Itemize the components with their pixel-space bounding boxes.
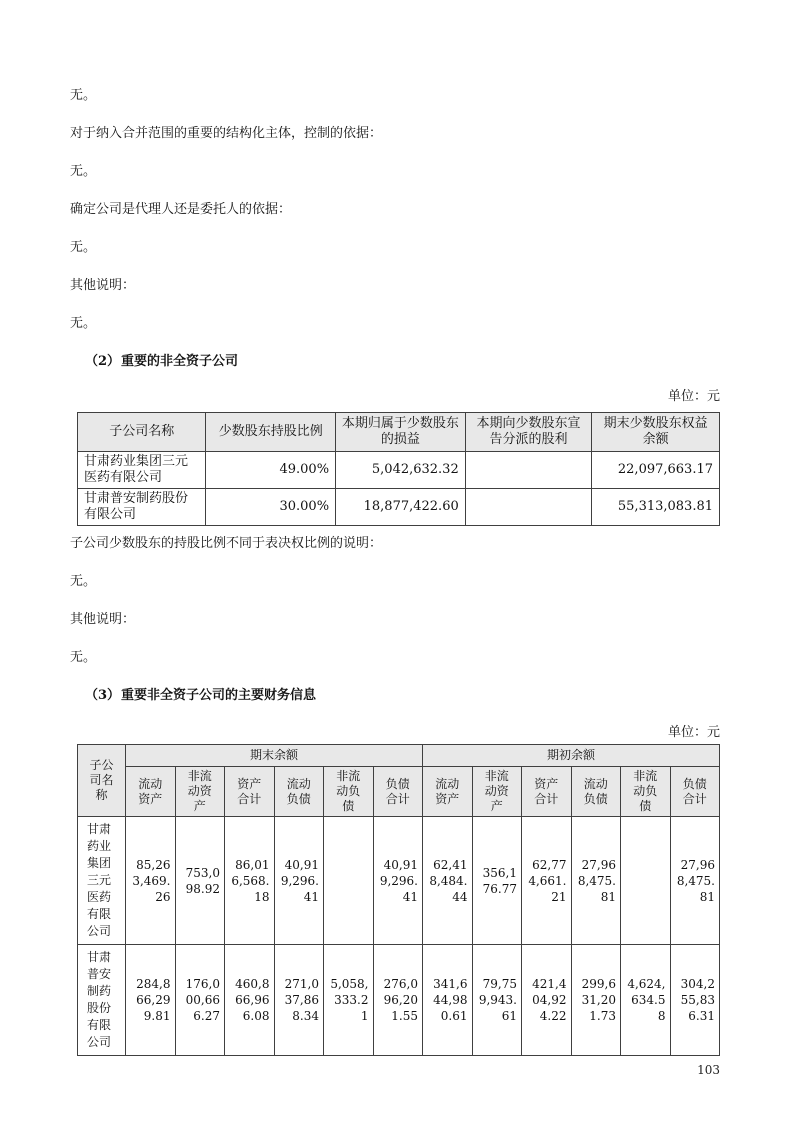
section2-number: （2） [85, 354, 121, 369]
paragraph: 对于纳入合并范围的重要的结构化主体，控制的依据： [70, 126, 383, 141]
value-cell: 341,644,980.61 [423, 945, 473, 1056]
subsidiary-name-cell: 甘肃普安制药股份有限公司 [78, 945, 126, 1056]
paragraph: 无。 [70, 88, 97, 103]
value-cell: 5,058,333.21 [324, 945, 374, 1056]
page-number: 103 [697, 1063, 720, 1077]
section2-heading [85, 354, 720, 370]
value-cell: 27,968,475.81 [670, 817, 720, 945]
column-header-total-liabilities: 负债合计 [373, 767, 423, 817]
paragraph: 无。 [70, 650, 97, 665]
paragraph: 无。 [70, 164, 97, 179]
column-header-current-assets: 流动资产 [423, 767, 473, 817]
value-cell: 85,263,469.26 [126, 817, 176, 945]
column-header-total-assets: 资产合计 [522, 767, 572, 817]
table-row [78, 945, 720, 1056]
paragraph: 无。 [70, 316, 97, 331]
table-row [78, 452, 720, 489]
value-cell: 30.00% [206, 489, 336, 526]
value-cell: 4,624,634.58 [621, 945, 671, 1056]
section2-title: 重要的非全资子公司 [121, 354, 239, 369]
value-cell: 299,631,201.73 [571, 945, 621, 1056]
group-header-ending-balance: 期末余额 [126, 745, 423, 767]
column-header-ending-minority-equity: 期末少数股东权益余额 [592, 413, 720, 452]
subsidiary-name-cell: 甘肃药业集团三元医药有限公司 [78, 817, 126, 945]
table-group-header-row [78, 745, 720, 767]
paragraph: 确定公司是代理人还是委托人的依据： [70, 202, 292, 217]
value-cell: 5,042,632.32 [336, 452, 466, 489]
column-header-minority-ratio: 少数股东持股比例 [206, 413, 336, 452]
value-cell: 49.00% [206, 452, 336, 489]
value-cell: 86,016,568.18 [225, 817, 275, 945]
value-cell: 753,098.92 [175, 817, 225, 945]
subsidiary-name-cell: 甘肃药业集团三元医药有限公司 [78, 452, 206, 489]
section3-title: 重要非全资子公司的主要财务信息 [121, 688, 317, 703]
value-cell: 55,313,083.81 [592, 489, 720, 526]
column-header-noncurrent-liabilities: 非流动负债 [324, 767, 374, 817]
column-header-current-liabilities: 流动负债 [571, 767, 621, 817]
table-subheader-row [78, 767, 720, 817]
group-header-beginning-balance: 期初余额 [423, 745, 720, 767]
value-cell: 271,037,868.34 [274, 945, 324, 1056]
value-cell [621, 817, 671, 945]
column-header-current-liabilities: 流动负债 [274, 767, 324, 817]
table-header-row [78, 413, 720, 452]
paragraph: 其他说明： [70, 612, 136, 627]
column-header-subsidiary-name: 子公司名称 [78, 745, 126, 817]
value-cell [465, 489, 591, 526]
paragraph: 其他说明： [70, 278, 136, 293]
value-cell: 18,877,422.60 [336, 489, 466, 526]
column-header-noncurrent-assets: 非流动资产 [175, 767, 225, 817]
value-cell [465, 452, 591, 489]
value-cell: 356,176.77 [472, 817, 522, 945]
value-cell: 62,774,661.21 [522, 817, 572, 945]
column-header-profit-to-minority: 本期归属于少数股东的损益 [336, 413, 466, 452]
value-cell: 276,096,201.55 [373, 945, 423, 1056]
column-header-total-liabilities: 负债合计 [670, 767, 720, 817]
table-row [78, 489, 720, 526]
paragraph: 无。 [70, 240, 97, 255]
section3-number: （3） [85, 688, 121, 703]
value-cell: 40,919,296.41 [373, 817, 423, 945]
value-cell [324, 817, 374, 945]
column-header-noncurrent-assets: 非流动资产 [472, 767, 522, 817]
column-header-total-assets: 资产合计 [225, 767, 275, 817]
value-cell: 22,097,663.17 [592, 452, 720, 489]
unit-label: 单位：元 [667, 725, 720, 740]
value-cell: 421,404,924.22 [522, 945, 572, 1056]
column-header-current-assets: 流动资产 [126, 767, 176, 817]
value-cell: 460,866,966.08 [225, 945, 275, 1056]
value-cell: 79,759,943.61 [472, 945, 522, 1056]
value-cell: 62,418,484.44 [423, 817, 473, 945]
value-cell: 27,968,475.81 [571, 817, 621, 945]
paragraph: 无。 [70, 574, 97, 589]
subsidiary-financials-table [77, 744, 720, 1056]
minority-shareholders-table [77, 412, 720, 526]
section3-heading [85, 688, 720, 704]
table-row [78, 817, 720, 945]
subsidiary-name-cell: 甘肃普安制药股份有限公司 [78, 489, 206, 526]
paragraph: 子公司少数股东的持股比例不同于表决权比例的说明： [70, 536, 383, 551]
column-header-noncurrent-liabilities: 非流动负债 [621, 767, 671, 817]
column-header-dividends-declared: 本期向少数股东宣告分派的股利 [465, 413, 591, 452]
unit-label: 单位：元 [667, 389, 720, 404]
value-cell: 304,255,836.31 [670, 945, 720, 1056]
value-cell: 284,866,299.81 [126, 945, 176, 1056]
value-cell: 176,000,666.27 [175, 945, 225, 1056]
column-header-subsidiary-name: 子公司名称 [78, 413, 206, 452]
value-cell: 40,919,296.41 [274, 817, 324, 945]
